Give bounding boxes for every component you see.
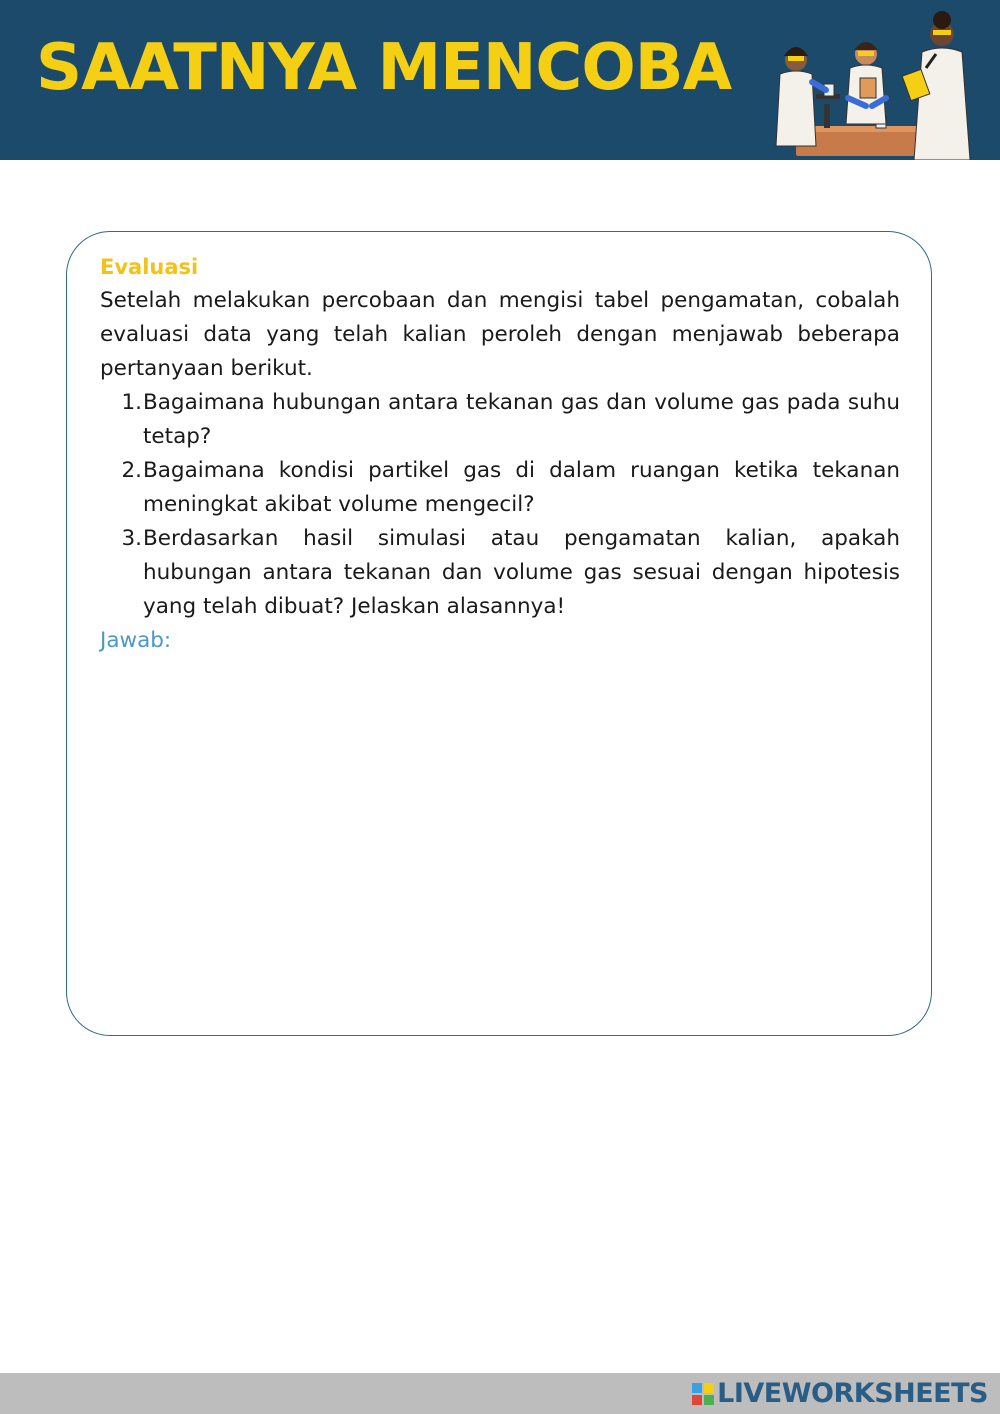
- evaluation-content: [100, 250, 900, 1018]
- question-number: 3.: [121, 526, 142, 551]
- brand-text: LIVEWORKSHEETS: [717, 1378, 988, 1409]
- liveworksheets-logo-icon: [692, 1383, 714, 1405]
- question-item: [100, 454, 900, 522]
- question-number: 1.: [121, 390, 142, 415]
- page-header: [0, 0, 1000, 160]
- question-item: [100, 522, 900, 624]
- question-list: [100, 386, 900, 624]
- question-text: Berdasarkan hasil simulasi atau pengamatan kalian, apakah hubungan antara tekanan dan volume gas sesuai dengan hipotesis yang telah dibuat? Jelaskan alasannya!: [143, 526, 900, 619]
- page-title: SAATNYA MENCOBA: [36, 31, 732, 105]
- question-number: 2.: [121, 458, 142, 483]
- scientists-lab-illustration: [766, 8, 992, 160]
- answer-area[interactable]: [100, 658, 900, 1018]
- evaluation-heading: Evaluasi: [100, 255, 199, 279]
- evaluation-intro: Setelah melakukan percobaan dan mengisi tabel pengamatan, cobalah evaluasi data yang telah kalian peroleh dengan menjawab beberapa pertanyaan berikut.: [100, 288, 900, 381]
- question-item: [100, 386, 900, 454]
- question-text: Bagaimana hubungan antara tekanan gas dan volume gas pada suhu tetap?: [143, 390, 900, 449]
- liveworksheets-brand[interactable]: [692, 1373, 988, 1414]
- page-footer: [0, 1373, 1000, 1414]
- question-text: Bagaimana kondisi partikel gas di dalam ruangan ketika tekanan meningkat akibat volume mengecil?: [143, 458, 900, 517]
- answer-label: Jawab:: [100, 628, 172, 653]
